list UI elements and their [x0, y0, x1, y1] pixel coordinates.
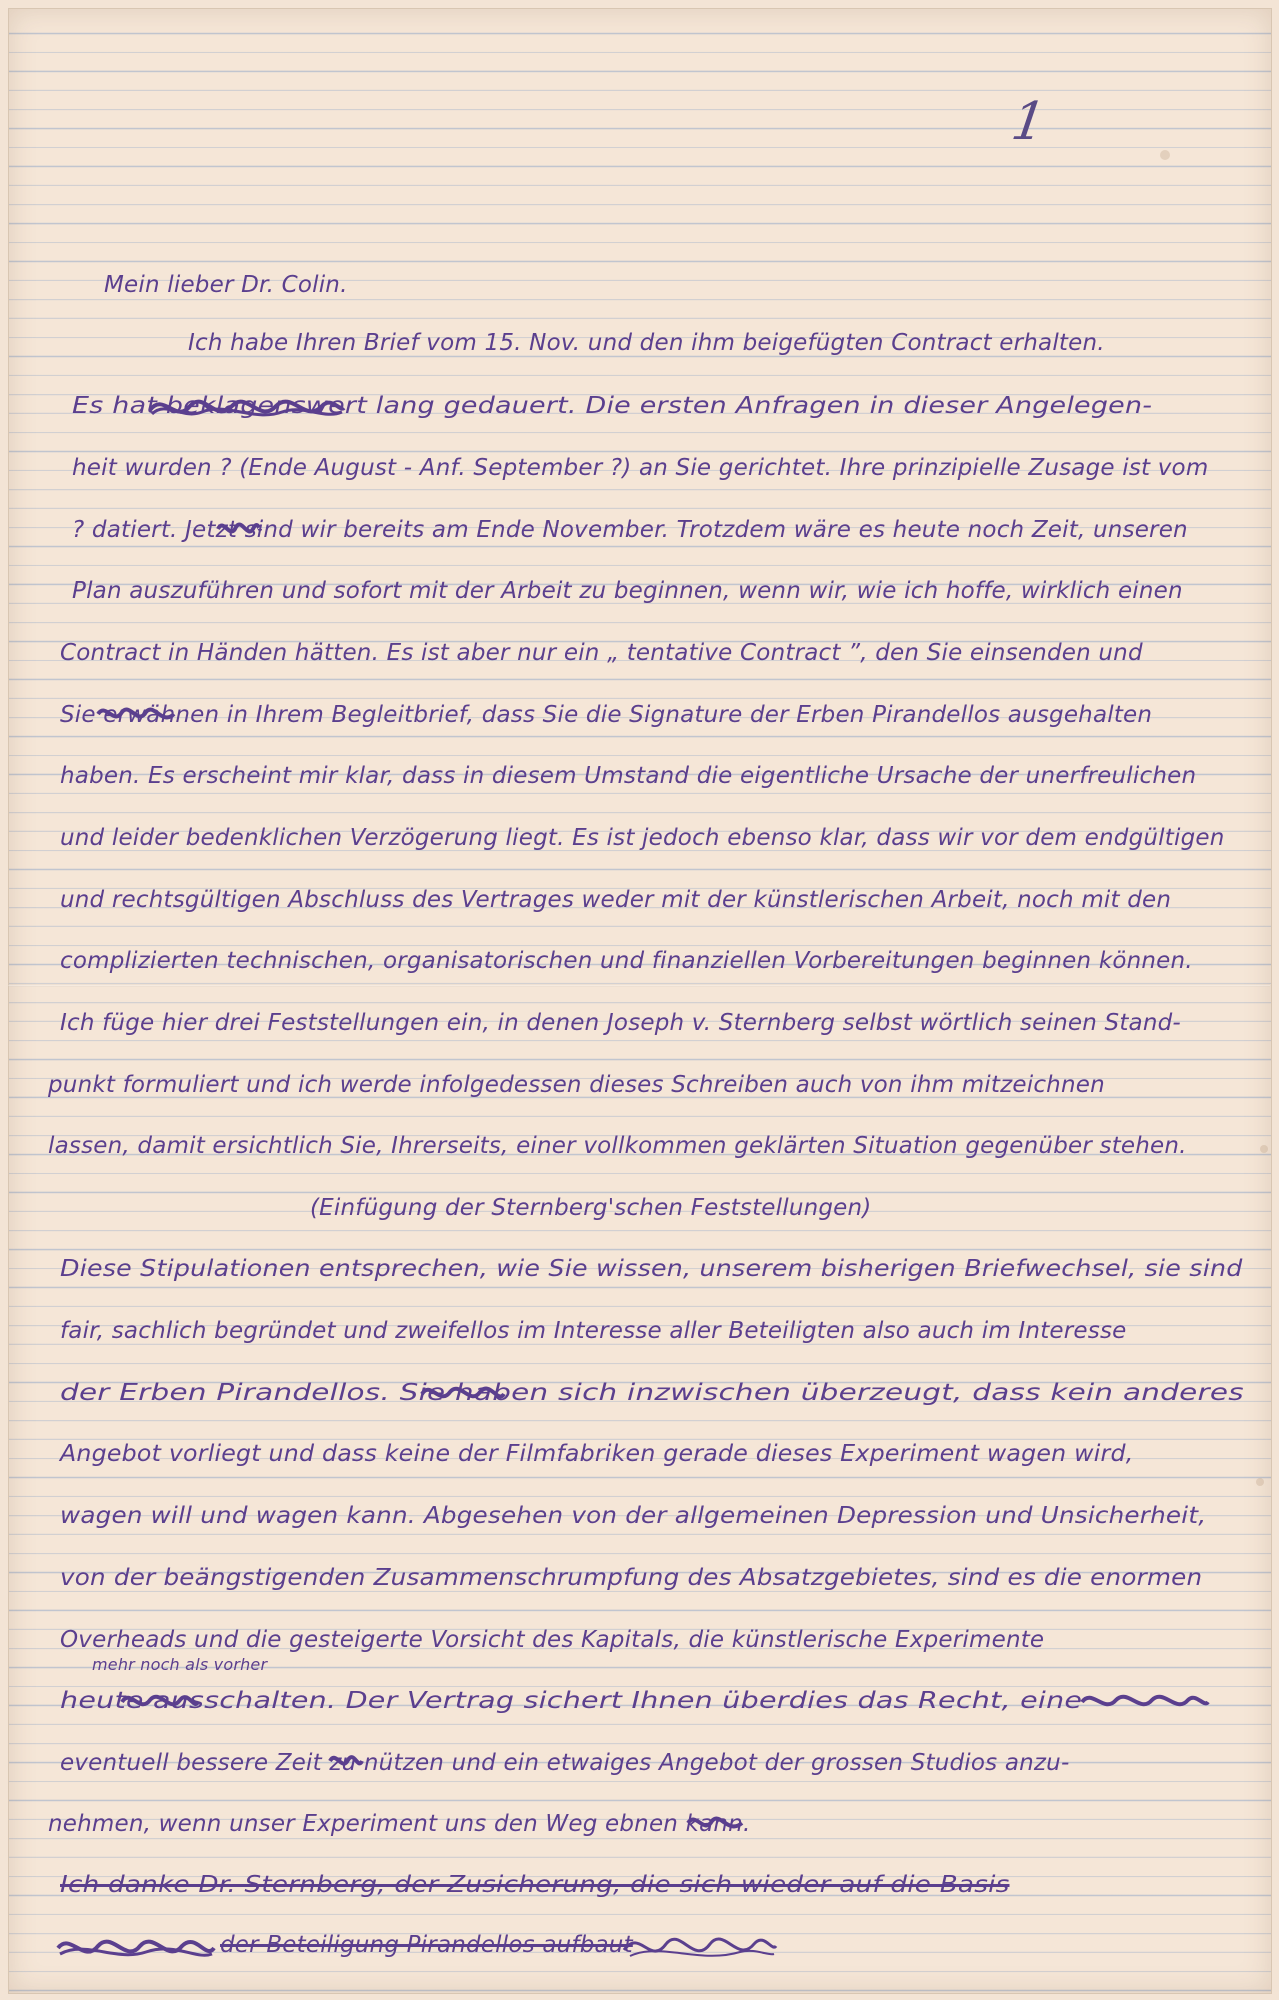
- letter-line-6: Contract in Händen hätten. Es ist aber nur ein „ tentative Contract ”, den Sie einsenden und: [60, 640, 1143, 666]
- letter-line-25: nehmen, wenn unser Experiment uns den Weg ebnen kann.: [48, 1811, 751, 1837]
- letter-line-18: der Erben Pirandellos. Sie haben sich inzwischen überzeugt, dass kein anderes: [60, 1380, 1244, 1406]
- scribble-strike-5: [120, 1686, 200, 1716]
- salutation: Mein lieber Dr. Colin.: [104, 272, 348, 298]
- letter-line-19: Angebot vorliegt und dass keine der Filmfabriken gerade dieses Experiment wagen wird,: [60, 1441, 1134, 1467]
- letter-line-20: wagen will und wagen kann. Abgesehen von der allgemeinen Depression und Unsicherheit,: [60, 1503, 1207, 1529]
- letter-line-17: fair, sachlich begründet und zweifellos im Interesse aller Beteiligten also auch im Interesse: [60, 1318, 1127, 1344]
- letter-line-11: complizierten technischen, organisatorischen und finanziellen Vorbereitungen beginnen können.: [60, 948, 1193, 974]
- scribble-strike-3: [96, 700, 176, 728]
- foxing-spot: [1260, 1145, 1268, 1153]
- letter-line-7: Sie erwähnen in Ihrem Begleitbrief, dass Sie die Signature der Erben Pirandellos ausgehalten: [60, 702, 1153, 728]
- scribble-strike-2: [216, 515, 262, 543]
- letter-line-24: eventuell bessere Zeit zu nützen und ein etwaiges Angebot der grossen Studios anzu-: [60, 1750, 1070, 1776]
- scribble-strike-8: [686, 1809, 744, 1837]
- scribble-strike-7: [328, 1748, 364, 1774]
- letter-line-9: und leider bedenklichen Verzögerung liegt. Es ist jedoch ebenso klar, dass wir vor dem endgültigen: [60, 825, 1225, 851]
- letter-line-21: von der beängstigenden Zusammenschrumpfung des Absatzgebietes, sind es die enormen: [60, 1565, 1203, 1591]
- letter-line-14: lassen, damit ersichtlich Sie, Ihrerseits, einer vollkommen geklärten Situation gegenüber stehen.: [48, 1133, 1187, 1159]
- letter-line-15: (Einfügung der Sternberg'schen Feststellungen): [310, 1195, 872, 1221]
- scribble-strike-1: [146, 390, 346, 426]
- letter-line-4: ? datiert. Jetzt sind wir bereits am Ende November. Trotzdem wäre es heute noch Zeit, unseren: [72, 517, 1188, 543]
- scribble-strike-6: [1080, 1686, 1210, 1716]
- foxing-spot: [1160, 150, 1170, 160]
- interlinear-insertion: mehr noch als vorher: [92, 1655, 268, 1674]
- letter-line-22: Overheads und die gesteigerte Vorsicht des Kapitals, die künstlerische Experimente: [60, 1627, 1045, 1653]
- letter-line-12: Ich füge hier drei Feststellungen ein, in denen Joseph v. Sternberg selbst wörtlich seinen Stand-: [60, 1010, 1181, 1036]
- crossed-out-line-2: der Beteiligung Pirandellos aufbaut: [220, 1932, 633, 1958]
- letter-line-2: Es hat beklagenswert lang gedauert. Die ersten Anfragen in dieser Angelegen-: [72, 393, 1153, 419]
- letter-line-23: heute ausschalten. Der Vertrag sichert Ihnen überdies das Recht, eine: [60, 1688, 1083, 1714]
- letter-line-16: Diese Stipulationen entsprechen, wie Sie wissen, unserem bisherigen Briefwechsel, sie sind: [60, 1256, 1243, 1282]
- letter-line-10: und rechtsgültigen Abschluss des Vertrages weder mit der künstlerischen Arbeit, noch mit den: [60, 887, 1172, 913]
- letter-line-13: punkt formuliert und ich werde infolgedessen dieses Schreiben auch von ihm mitzeichnen: [48, 1072, 1105, 1098]
- letter-line-8: haben. Es erscheint mir klar, dass in diesem Umstand die eigentliche Ursache der unerfreulichen: [60, 763, 1197, 789]
- paper-fold: [8, 984, 1270, 987]
- crossed-out-line-1: Ich danke Dr. Sternberg, der Zusicherung, die sich wieder auf die Basis: [60, 1872, 1010, 1898]
- scribble-strike-4: [420, 1378, 506, 1408]
- page-number: 1: [1007, 92, 1050, 152]
- scribble-strike-9: [56, 1930, 216, 1966]
- letter-line-5: Plan auszuführen und sofort mit der Arbeit zu beginnen, wenn wir, wie ich hoffe, wirklich einen: [72, 578, 1183, 604]
- letter-line-1: Ich habe Ihren Brief vom 15. Nov. und den ihm beigefügten Contract erhalten.: [188, 330, 1105, 356]
- signature-scribble: [620, 1922, 780, 1970]
- letter-line-3: heit wurden ? (Ende August - Anf. September ?) an Sie gerichtet. Ihre prinzipielle Zusage ist vom: [72, 455, 1209, 481]
- foxing-spot: [1256, 1478, 1264, 1486]
